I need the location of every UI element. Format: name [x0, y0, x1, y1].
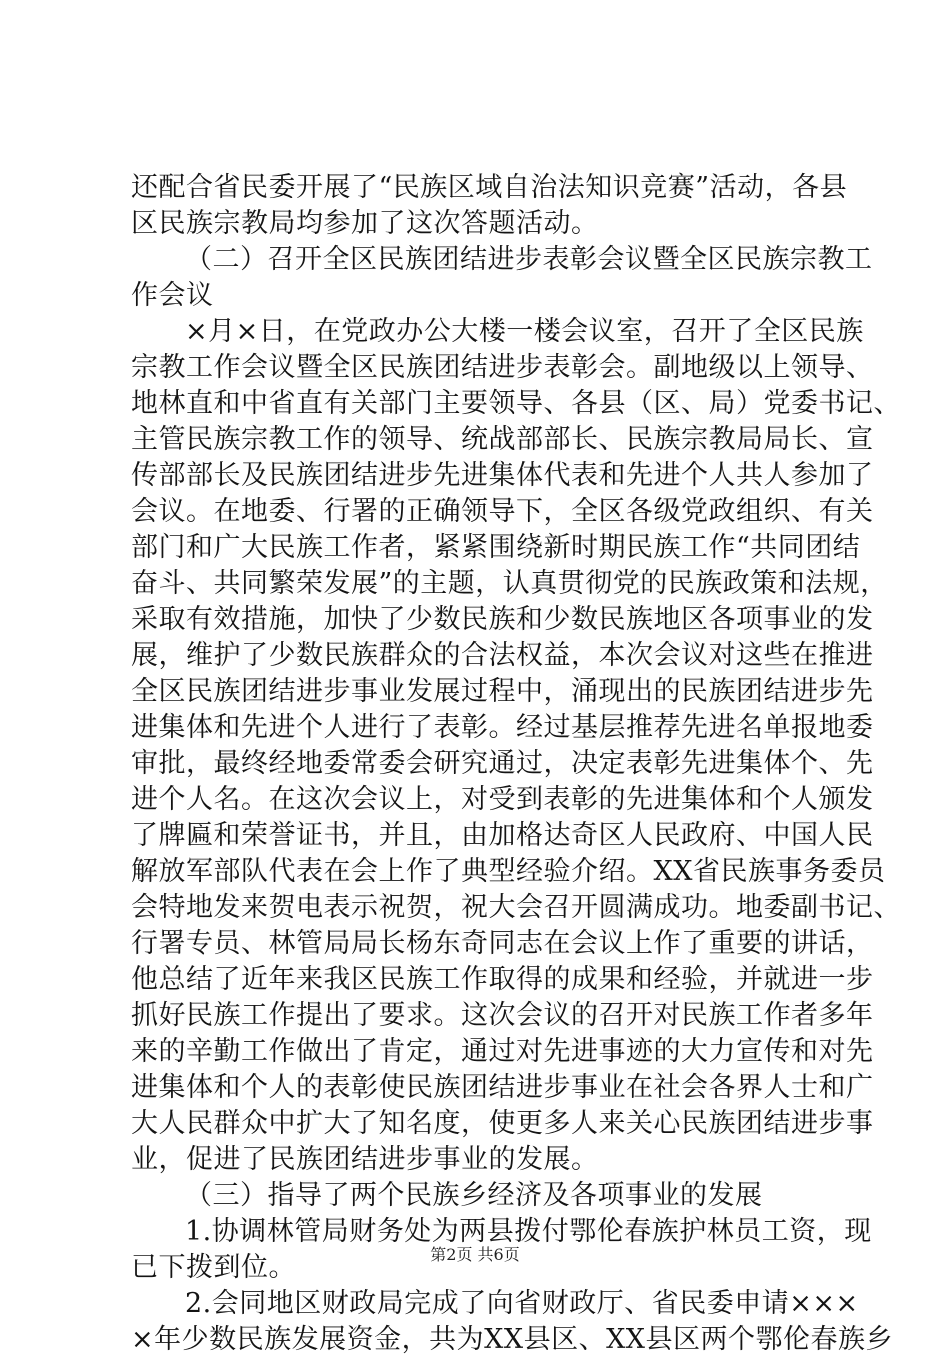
text-line: 奋斗、共同繁荣发展”的主题，认真贯彻党的民族政策和法规，: [131, 568, 888, 599]
list-item: 2.会同地区财政局完成了向省财政厅、省民委申请×××: [185, 1288, 859, 1319]
text-line: 采取有效措施，加快了少数民族和少数民族地区各项事业的发: [131, 604, 874, 635]
section-heading-cont: 作会议: [131, 280, 214, 311]
section-heading: （二）召开全区民族团结进步表彰会议暨全区民族宗教工: [185, 244, 873, 275]
text-line: 业，促进了民族团结进步事业的发展。: [131, 1144, 599, 1175]
text-line: 来的辛勤工作做出了肯定，通过对先进事迹的大力宣传和对先: [131, 1036, 874, 1067]
text-line: 宗教工作会议暨全区民族团结进步表彰会。副地级以上领导、: [131, 352, 874, 383]
list-item-cont: ×年少数民族发展资金，共为XX县区、XX县区两个鄂伦春族乡: [131, 1324, 894, 1355]
section-heading: （三）指导了两个民族乡经济及各项事业的发展: [185, 1180, 763, 1211]
text-line: 审批，最终经地委常委会研究通过，决定表彰先进集体个、先: [131, 748, 874, 779]
text-line: 会议。在地委、行署的正确领导下，全区各级党政组织、有关: [131, 496, 874, 527]
text-line: 全区民族团结进步事业发展过程中，涌现出的民族团结进步先: [131, 676, 874, 707]
text-line: 大人民群众中扩大了知名度，使更多人来关心民族团结进步事: [131, 1108, 874, 1139]
text-line: 部门和广大民族工作者，紧紧围绕新时期民族工作“共同团结: [131, 532, 861, 563]
text-line: 进集体和先进个人进行了表彰。经过基层推荐先进名单报地委: [131, 712, 874, 743]
text-line: 他总结了近年来我区民族工作取得的成果和经验，并就进一步: [131, 964, 874, 995]
page-number-label: 第2页 共6页: [430, 1245, 520, 1264]
list-item-cont: 已下拨到位。: [131, 1252, 296, 1283]
text-line: 还配合省民委开展了“民族区域自治法知识竞赛”活动，各县: [131, 172, 848, 203]
text-line: 主管民族宗教工作的领导、统战部部长、民族宗教局局长、宣: [131, 424, 874, 455]
text-line: 区民族宗教局均参加了这次答题活动。: [131, 208, 599, 239]
text-line: 会特地发来贺电表示祝贺，祝大会召开圆满成功。地委副书记、: [131, 892, 901, 923]
text-line: 地林直和中省直有关部门主要领导、各县（区、局）党委书记、: [131, 388, 901, 419]
paragraph-start: ×月×日，在党政办公大楼一楼会议室，召开了全区民族: [185, 316, 864, 347]
text-line: 行署专员、林管局局长杨东奇同志在会议上作了重要的讲话，: [131, 928, 874, 959]
text-line: 解放军部队代表在会上作了典型经验介绍。XX省民族事务委员: [131, 856, 886, 887]
text-line: 了牌匾和荣誉证书，并且，由加格达奇区人民政府、中国人民: [131, 820, 874, 851]
page-footer: [0, 1244, 950, 1266]
text-line: 进集体和个人的表彰使民族团结进步事业在社会各界人士和广: [131, 1072, 874, 1103]
text-line: 展，维护了少数民族群众的合法权益，本次会议对这些在推进: [131, 640, 874, 671]
text-line: 抓好民族工作提出了要求。这次会议的召开对民族工作者多年: [131, 1000, 874, 1031]
text-line: 进个人名。在这次会议上，对受到表彰的先进集体和个人颁发: [131, 784, 874, 815]
text-line: 传部部长及民族团结进步先进集体代表和先进个人共人参加了: [131, 460, 874, 491]
list-item: 1.协调林管局财务处为两县拨付鄂伦春族护林员工资，现: [185, 1216, 872, 1247]
